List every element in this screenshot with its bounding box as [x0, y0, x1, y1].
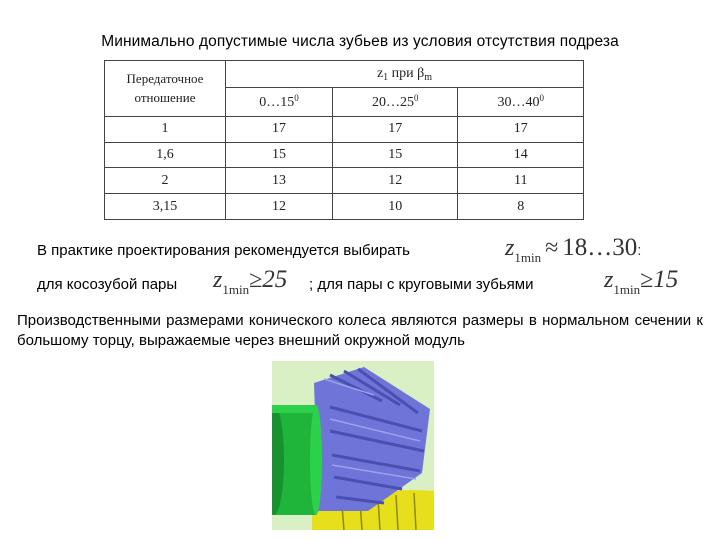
min-teeth-table: [104, 60, 584, 220]
z1-header-middle: при β: [388, 65, 425, 81]
value-cell: 15: [333, 142, 458, 168]
ratio-header-line1: Передаточное: [126, 71, 204, 87]
z1-symbol: z: [376, 65, 384, 81]
ratio-cell: 3,15: [105, 194, 226, 220]
ratio-header-line2: отношение: [134, 90, 196, 106]
circular-text: ; для пары с круговыми зубьями: [309, 276, 534, 293]
beta-subscript: m: [424, 71, 433, 83]
ratio-cell: 1: [105, 116, 226, 142]
table-row: [105, 194, 584, 220]
value-cell: 17: [226, 116, 333, 142]
value-cell: 12: [333, 168, 458, 194]
angle-col-2: $20\dots 25^0$: [333, 88, 458, 117]
recommend-formula: $z_{1min}$ ≈ 18…30:: [505, 234, 642, 265]
circular-formula: $z_{1min}\ge 15$: [604, 266, 679, 297]
helical-text: для косозубой пары: [37, 276, 178, 293]
value-cell: 11: [458, 168, 584, 194]
ratio-cell: 1,6: [105, 142, 226, 168]
angle-col-3: $30\dots 40^0$: [458, 88, 584, 117]
table-row: [105, 142, 584, 168]
value-cell: 17: [458, 116, 584, 142]
table-row: [105, 116, 584, 142]
recommend-text: В практике проектирования рекомендуется выбирать: [37, 242, 410, 259]
value-cell: 14: [458, 142, 584, 168]
ratio-cell: 2: [105, 168, 226, 194]
table-header-row: [105, 61, 584, 88]
bevel-gear-image: [272, 361, 434, 530]
value-cell: 15: [226, 142, 333, 168]
z1-subscript: 1: [383, 71, 389, 83]
angle-col-1: $0\dots 15^0$: [226, 88, 333, 117]
value-cell: 12: [226, 194, 333, 220]
value-cell: 17: [333, 116, 458, 142]
table-row: [105, 168, 584, 194]
value-cell: 10: [333, 194, 458, 220]
slide-title: Минимально допустимые числа зубьев из условия отсутствия подреза: [101, 33, 619, 50]
value-cell: 8: [458, 194, 584, 220]
ratio-header: [105, 61, 226, 117]
helical-formula: $z_{1min}\ge 25$: [213, 266, 288, 297]
value-cell: 13: [226, 168, 333, 194]
z1-header: [226, 61, 584, 88]
production-sizes-paragraph: Производственными размерами конического колеса являются размеры в нормальном сечении к большому торцу, выражаемые через внешний окружной модуль: [17, 312, 703, 349]
